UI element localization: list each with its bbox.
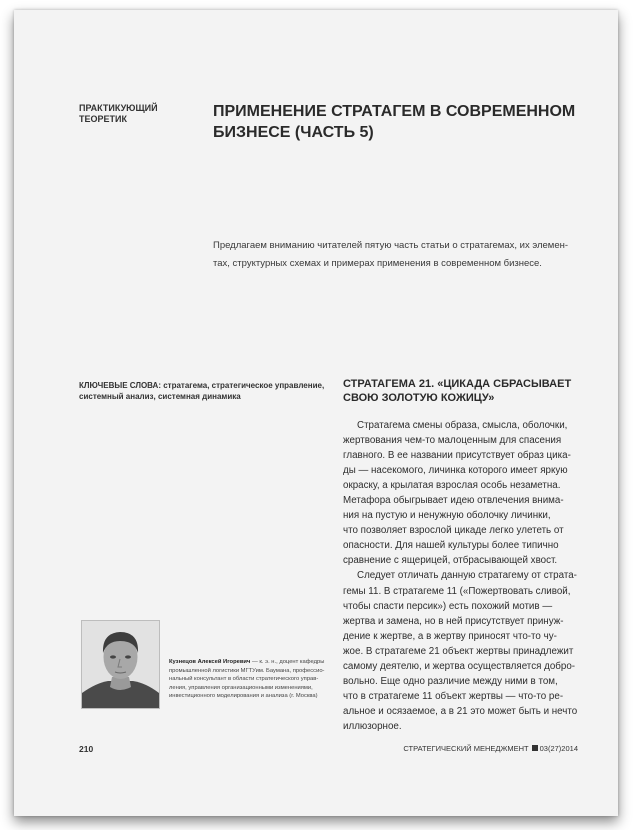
body-line: главного. В ее названии присутствует образ цика- bbox=[343, 450, 571, 462]
square-separator-icon bbox=[532, 745, 538, 751]
body-line: альное и осязаемое, а в 21 это может быть и нечто bbox=[343, 705, 578, 717]
body-line: что позволяет взрослой цикаде легко улететь от bbox=[343, 525, 564, 537]
keywords-line: КЛЮЧЕВЫЕ СЛОВА: стратагема, стратегическое управление, bbox=[79, 381, 325, 390]
body-line: Следует отличать данную стратагему от страта- bbox=[357, 570, 577, 582]
body-line: ды — насекомого, личинка которого имеет яркую bbox=[343, 465, 568, 477]
author-bio-line: нальный консультант в области стратегического управ- bbox=[169, 676, 319, 683]
body-line: вольно. Еще одно различие между ними в том, bbox=[343, 675, 558, 687]
body-line: жертва и замена, но в ней присутствует принуж- bbox=[343, 615, 564, 627]
body-line: Стратагема смены образа, смысла, оболочки, bbox=[357, 420, 568, 431]
author-bio-line: инвестиционного моделирования и анализа (г. Москва) bbox=[169, 693, 318, 700]
lead-line: Предлагаем вниманию читателей пятую часть статьи о стратагемах, их элемен- bbox=[213, 240, 569, 251]
author-bio-line: — к. э. н., доцент кафедры bbox=[250, 659, 325, 665]
body-line: опасности. Для нашей культуры более типично bbox=[343, 540, 559, 552]
body-line: жертвования чем-то малоценным для спасения bbox=[343, 435, 562, 447]
keywords-line: системный анализ, системная динамика bbox=[79, 392, 241, 401]
journal-name: СТРАТЕГИЧЕСКИЙ МЕНЕДЖМЕНТ bbox=[403, 744, 529, 753]
author-bio-line: промышленной логистики МГТУим. Баумана, профессио- bbox=[169, 667, 325, 674]
section-heading bbox=[343, 377, 603, 405]
body-line: что в стратагеме 11 объект жертвы — что-то ре- bbox=[343, 690, 564, 702]
author-photo bbox=[81, 620, 160, 709]
journal-footer bbox=[403, 744, 578, 753]
author-first-line bbox=[169, 658, 339, 667]
magazine-page bbox=[14, 10, 618, 816]
article-lead bbox=[213, 237, 598, 273]
body-line: гемы 11. В стратагеме 11 («Пожертвовать сливой, bbox=[343, 585, 571, 597]
body-line: иллюзорное. bbox=[343, 720, 402, 732]
section-heading-line: СТРАТАГЕМА 21. «ЦИКАДА СБРАСЫВАЕТ bbox=[343, 378, 572, 390]
author-portrait-image bbox=[82, 621, 159, 708]
body-line: дение к жертве, а в жертву приносят что-то чу- bbox=[343, 630, 557, 642]
body-line: окраску, а крылатая взрослая особь незаметна. bbox=[343, 480, 561, 492]
body-line: ния на пустую и ненужную оболочку личинки, bbox=[343, 510, 551, 522]
body-line: чтобы спасти персик») есть похожий мотив — bbox=[343, 600, 553, 612]
body-line: самому деятелю, и жертва осуществляется добро- bbox=[343, 660, 576, 672]
author-bio-line: ления, управления организационными изменениями, bbox=[169, 684, 313, 691]
keywords bbox=[79, 380, 329, 402]
author-name: Кузнецов Алексей Игоревич bbox=[169, 659, 251, 665]
section-heading-line: СВОЮ ЗОЛОТУЮ КОЖИЦУ» bbox=[343, 392, 495, 404]
author-info bbox=[169, 658, 339, 701]
rubric-label bbox=[79, 103, 199, 125]
rubric-line: ПРАКТИКУЮЩИЙ bbox=[79, 103, 158, 113]
rubric-line: ТЕОРЕТИК bbox=[79, 114, 127, 124]
lead-line: тах, структурных схемах и примерах применения в современном бизнесе. bbox=[213, 258, 542, 269]
body-line: Метафора обыгрывает идею отвлечения внима- bbox=[343, 495, 564, 507]
body-line: жое. В стратагеме 21 объект жертвы принадлежит bbox=[343, 645, 574, 657]
article-body bbox=[343, 418, 601, 734]
body-line: сравнение с ящерицей, отбрасывающей хвост. bbox=[343, 555, 558, 567]
journal-issue: 03(27)2014 bbox=[539, 744, 578, 753]
article-title-line: ПРИМЕНЕНИЕ СТРАТАГЕМ В СОВРЕМЕННОМ bbox=[213, 103, 576, 120]
article-title bbox=[213, 101, 593, 143]
page-number: 210 bbox=[79, 744, 94, 754]
article-title-line: БИЗНЕСЕ (ЧАСТЬ 5) bbox=[213, 124, 374, 141]
